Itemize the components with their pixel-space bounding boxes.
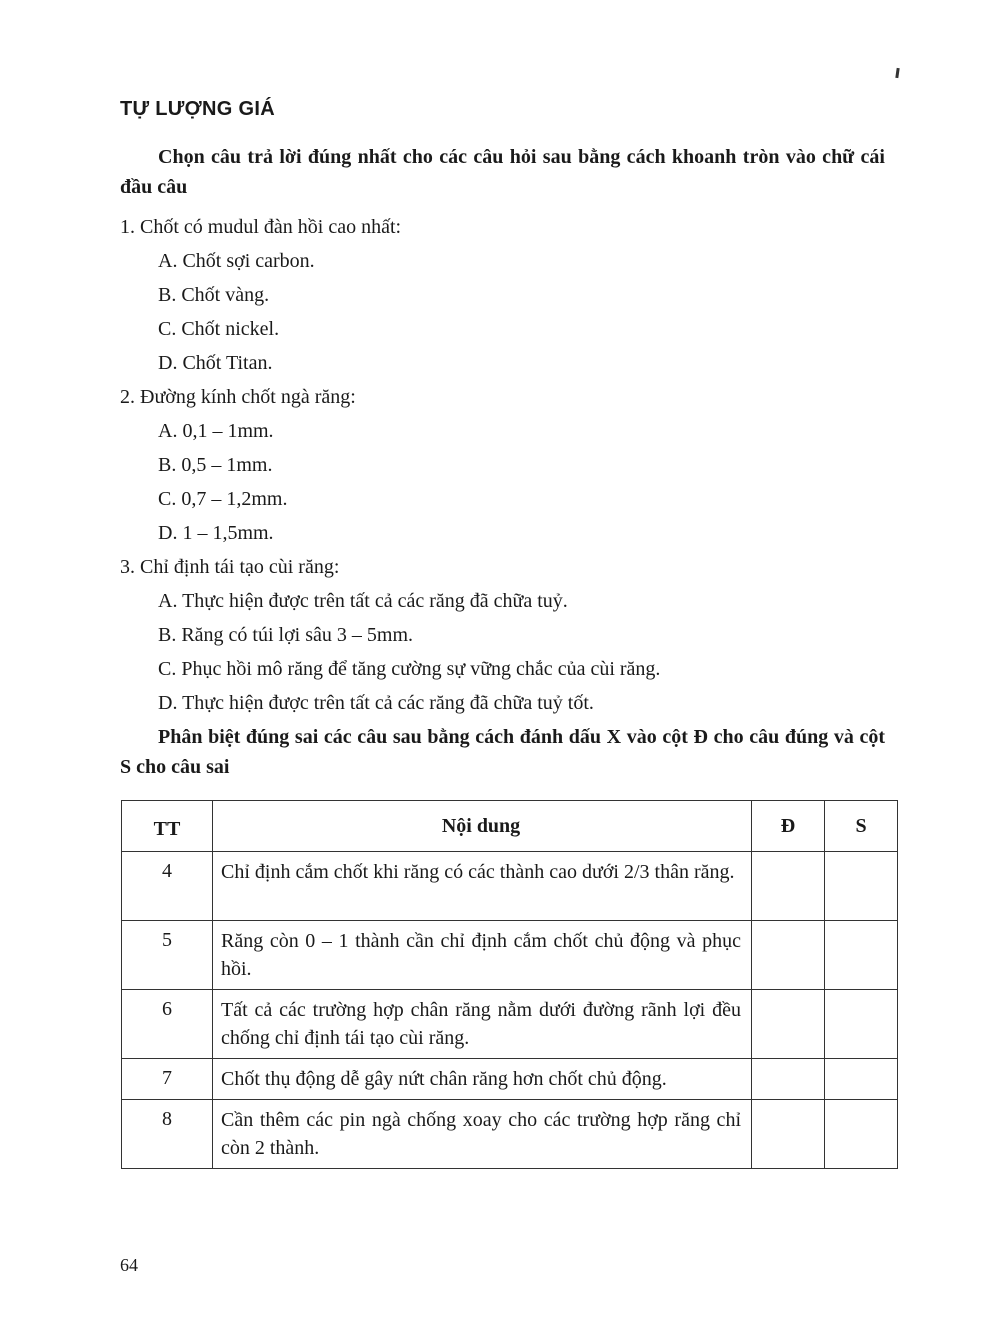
question-1	[120, 210, 890, 380]
row-content: Cần thêm các pin ngà chống xoay cho các trường hợp răng chỉ còn 2 thành.	[213, 1100, 752, 1169]
table-row	[122, 1059, 898, 1100]
scan-mark	[895, 68, 899, 78]
option-a[interactable]: A. Chốt sợi carbon.	[158, 250, 315, 272]
option-b[interactable]: B. 0,5 – 1mm.	[158, 454, 273, 476]
false-answer-cell[interactable]	[825, 1059, 898, 1100]
true-answer-cell[interactable]	[752, 921, 825, 990]
option-a[interactable]: A. 0,1 – 1mm.	[158, 420, 274, 442]
option-c[interactable]: C. Chốt nickel.	[158, 318, 280, 340]
true-answer-cell[interactable]	[752, 852, 825, 921]
question-3	[120, 550, 890, 720]
table-header-row	[122, 801, 898, 852]
row-number: 5	[122, 921, 213, 990]
option-d[interactable]: D. 1 – 1,5mm.	[158, 522, 274, 544]
true-answer-cell[interactable]	[752, 990, 825, 1059]
option-a[interactable]: A. Thực hiện được trên tất cả các răng đã chữa tuỷ.	[158, 590, 568, 612]
option-b[interactable]: B. Răng có túi lợi sâu 3 – 5mm.	[158, 624, 414, 646]
false-answer-cell[interactable]	[825, 921, 898, 990]
false-answer-cell[interactable]	[825, 990, 898, 1059]
row-content: Chỉ định cắm chốt khi răng có các thành cao dưới 2/3 thân răng.	[213, 852, 752, 921]
header-content: Nội dung	[213, 801, 752, 852]
question-text: 3. Chỉ định tái tạo cùi răng:	[120, 556, 340, 578]
row-number: 8	[122, 1100, 213, 1169]
row-content: Răng còn 0 – 1 thành cần chỉ định cắm chốt chủ động và phục hồi.	[213, 921, 752, 990]
true-false-instruction: Phân biệt đúng sai các câu sau bằng cách đánh dấu X vào cột Đ cho câu đúng và cột S cho câu sai	[120, 726, 885, 778]
row-number: 4	[122, 852, 213, 921]
option-d[interactable]: D. Chốt Titan.	[158, 352, 273, 374]
mcq-instruction: Chọn câu trả lời đúng nhất cho các câu hỏi sau bằng cách khoanh tròn vào chữ cái đầu câu	[120, 146, 885, 198]
row-content: Tất cả các trường hợp chân răng nằm dưới đường rãnh lợi đều chống chỉ định tái tạo cùi răng.	[213, 990, 752, 1059]
option-b[interactable]: B. Chốt vàng.	[158, 284, 270, 306]
question-2	[120, 380, 890, 550]
page-number: 64	[120, 1255, 138, 1275]
row-number: 6	[122, 990, 213, 1059]
true-false-table	[121, 800, 898, 1169]
question-list	[120, 210, 890, 720]
table-row	[122, 921, 898, 990]
table-row	[122, 990, 898, 1059]
header-false: S	[825, 801, 898, 852]
true-answer-cell[interactable]	[752, 1100, 825, 1169]
row-number: 7	[122, 1059, 213, 1100]
option-d[interactable]: D. Thực hiện được trên tất cả các răng đã chữa tuỷ tốt.	[158, 692, 594, 714]
table-row	[122, 1100, 898, 1169]
header-true: Đ	[752, 801, 825, 852]
true-answer-cell[interactable]	[752, 1059, 825, 1100]
row-content: Chốt thụ động dễ gây nứt chân răng hơn chốt chủ động.	[213, 1059, 752, 1100]
table-row	[122, 852, 898, 921]
question-text: 1. Chốt có mudul đàn hồi cao nhất:	[120, 216, 402, 238]
false-answer-cell[interactable]	[825, 1100, 898, 1169]
false-answer-cell[interactable]	[825, 852, 898, 921]
header-tt: TT	[122, 801, 213, 852]
option-c[interactable]: C. 0,7 – 1,2mm.	[158, 488, 288, 510]
option-c[interactable]: C. Phục hồi mô răng để tăng cường sự vững chắc của cùi răng.	[158, 658, 661, 680]
question-text: 2. Đường kính chốt ngà răng:	[120, 386, 356, 408]
section-title: TỰ LƯỢNG GIÁ	[120, 98, 275, 120]
